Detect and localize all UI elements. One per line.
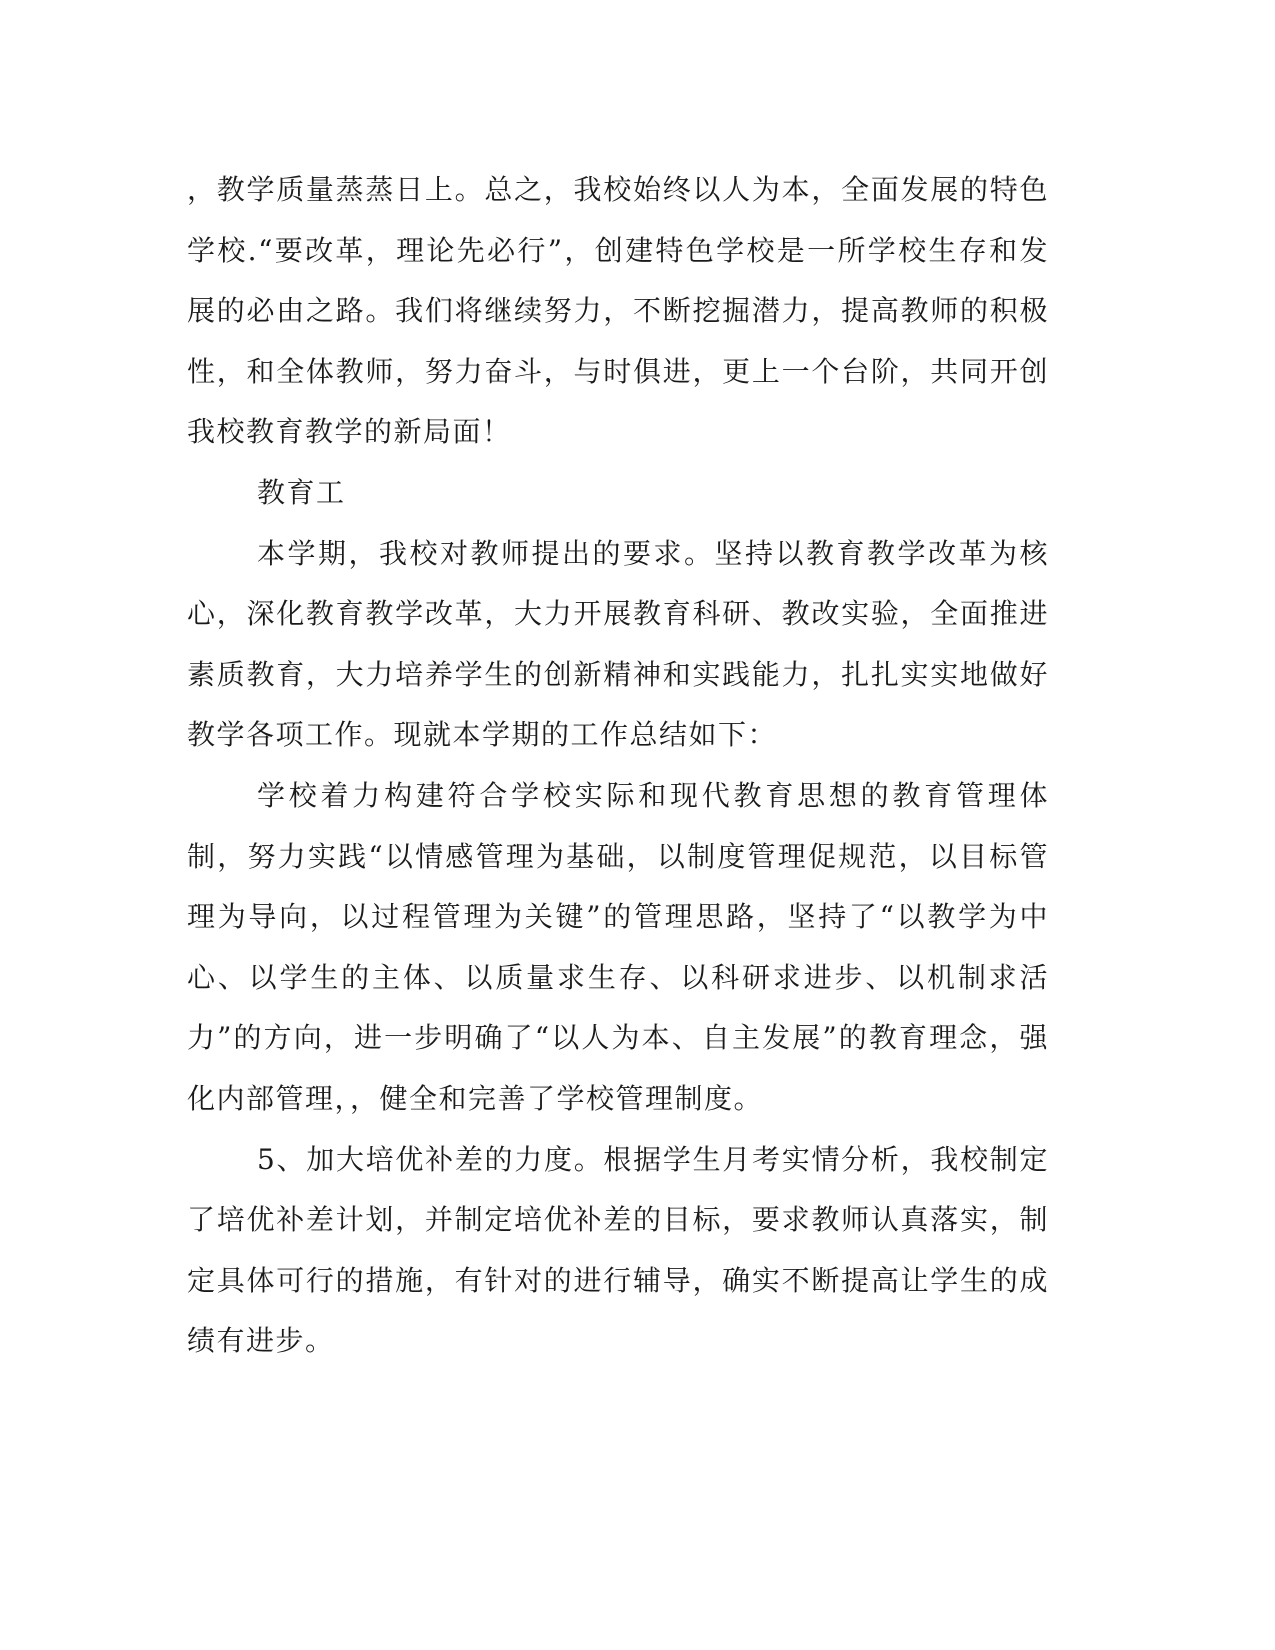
section-heading: 教育工 [257,475,346,509]
paragraph-tutoring: 5、加大培优补差的力度。根据学生月考实情分析，我校制定了培优补差计划，并制定培优补差的目标，要求教师认真落实，制定具体可行的措施，有针对的进行辅导，确实不断提高让学生的成绩有进步。 [187,1142,1049,1358]
paragraph-continuation: ，教学质量蒸蒸日上。总之，我校始终以人为本，全面发展的特色学校.“要改革，理论先必行”，创建特色学校是一所学校生存和发展的必由之路。我们将继续努力，不断挖掘潜力，提高教师的积极性，和全体教师，努力奋斗，与时俱进，更上一个台阶，共同开创我校教育教学的新局面！ [187,173,1049,449]
paragraph-intro: 本学期，我校对教师提出的要求。坚持以教育教学改革为核心，深化教育教学改革，大力开展教育科研、教改实验，全面推进素质教育，大力培养学生的创新精神和实践能力，扎扎实实地做好教学各项工作。现就本学期的工作总结如下： [187,536,1049,752]
paragraph-management: 学校着力构建符合学校实际和现代教育思想的教育管理体制，努力实践“以情感管理为基础，以制度管理促规范，以目标管理为导向，以过程管理为关键”的管理思路，坚持了“以教学为中心、以学生的主体、以质量求生存、以科研求进步、以机制求活力”的方向，进一步明确了“以人为本、自主发展”的教育理念，强化内部管理，，健全和完善了学校管理制度。 [187,778,1049,1115]
document-body [187,160,1049,1372]
